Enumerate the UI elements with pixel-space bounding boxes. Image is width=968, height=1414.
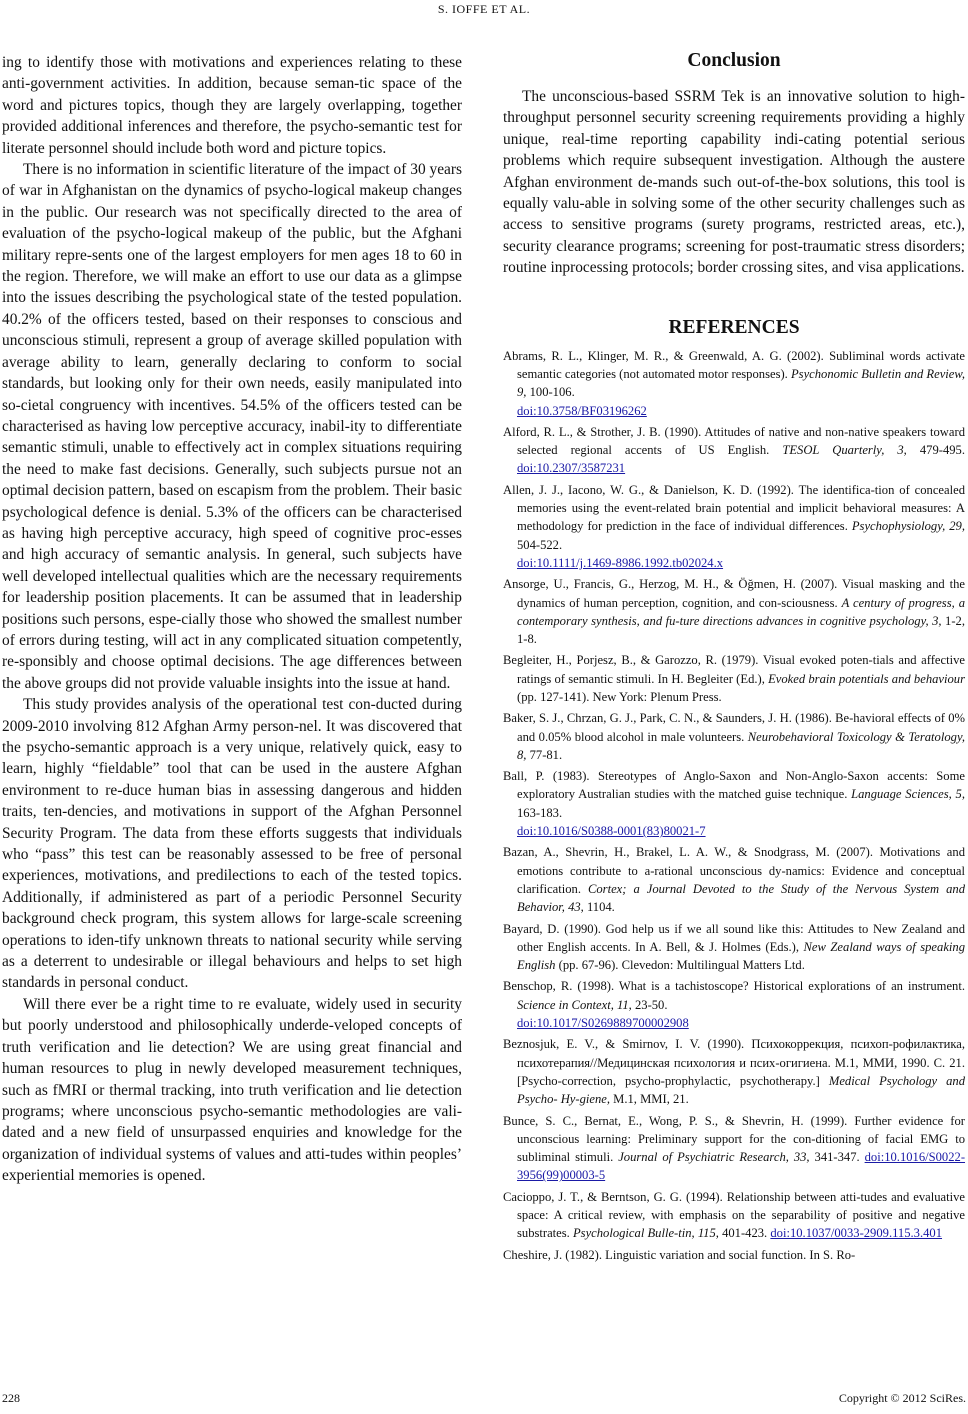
body-paragraph: ing to identify those with motivations and experiences relating to these anti-government activities. In addition, because seman-tic space of the word and pictures topics, though they are largely overlapping, together provided additional inferences and therefore, the psycho-semantic test for literate personnel should include both word and picture topics. [2,54,462,157]
doi-link[interactable]: doi:10.3758/BF03196262 [517,403,647,418]
doi-link[interactable]: doi:10.1016/S0022-3956(99)00003-5 [517,1150,966,1183]
copyright-notice: Copyright © 2012 SciRes. [838,1391,966,1405]
doi-link[interactable]: doi:10.1037/0033-2909.115.3.401 [770,1226,943,1241]
right-column [503,50,965,1267]
reference-item: Bunce, S. C., Bernat, E., Wong, P. S., & Shevrin, H. (1999). Further evidence for unconscious learning: Preliminary support for the con-ditioning of facial EMG to subliminal stimuli. Journal of Psychiatric Research, 33, 341-347. doi:10.1016/S0022-3956(99)00003-5 [503,1113,966,1183]
reference-item: Ansorge, U., Francis, G., Herzog, M. H., & Öğmen, H. (2007). Visual masking and the dynamics of human perception, cognition, and con-sciousness. A century of progress, a contemporary synthesis, and fu-ture directions advances in cognitive psychology, 3, 1-2, 1-8. [503,577,965,647]
page-number: 228 [2,1391,20,1405]
doi-link[interactable]: doi:10.1016/S0388-0001(83)80021-7 [517,824,706,839]
doi-link[interactable]: doi:10.1111/j.1469-8986.1992.tb02024.x [517,555,724,570]
doi-link[interactable]: doi:10.2307/3587231 [517,461,626,476]
reference-item: Cheshire, J. (1982). Linguistic variation and social function. In S. Ro- [503,1247,856,1262]
reference-item: Begleiter, H., Porjesz, B., & Garozzo, R. (1979). Visual evoked poten-tials and affective ratings of semantic stimuli. In H. Begleiter (Ed.), Evoked brain potentials and behaviour (pp. 127-141). New York: Plenum Press. [503,653,965,704]
doi-link[interactable]: doi:10.1017/S0269889700002908 [517,1016,689,1031]
body-paragraph: This study provides analysis of the operational test con-ducted during 2009-2010 involving 812 Afghan Army person-nel. It was discovered that the psycho-semantic approach is a very unique, relatively quick, easy to learn, highly “fieldable” tool that can be used in the austere Afghan environment to re-duce human bias in assessing dangerous and hidden traits, ten-dencies, and motivations in support of the Afghan Personnel Security Program. The data from these efforts suggests that individuals who “pass” this test can be reasonably assessed to be free of personal experiences, motivations, and predilections to each of the tested topics. Additionally, if administered as part of a periodic Personnel Security background check program, this system allows for large-scale screening operations to iden-tify unknown threats to national security while serving as a deterrent to undesirable or illegal behaviours and helps to set high standards in personal conduct. [2,696,462,992]
references-heading: REFERENCES [668,316,800,338]
body-paragraph: Will there ever be a right time to re evaluate, widely used in security but poorly understood and philosophically underde-veloped concepts of truth verification and lie detection? We are using great financial and human resources to plug in newly developed measurement techniques, such as fMRI or thermal tracking, into truth verification and lie detection programs; where unconscious psycho-semantic methodologies are vali-dated and a new field of unsurpassed enquiries and knowledge for the organization of individual systems of values and atti-tudes within peoples’ experiential memories is opened. [2,995,462,1185]
reference-item: Benschop, R. (1998). What is a tachistoscope? Historical explorations of an instrument. Science in Context, 11, 23-50. doi:10.1017/S0269889700002908 [503,979,965,1031]
reference-list [503,347,965,1264]
conclusion-heading: Conclusion [687,50,781,71]
reference-item: Ball, P. (1983). Stereotypes of Anglo-Saxon and Non-Anglo-Saxon accents: Some exploratory Australian studies with the matched guise technique. Language Sciences, 5, 163-183. doi:10.1016/S0388-0001(83)80021-7 [503,769,965,839]
reference-item: Bayard, D. (1990). God help us if we all sound like this: Attitudes to New Zealand and other English accents. In A. Bell, & J. Holmes (Eds.), New Zealand ways of speaking English (pp. 67-96). Clevedon: Multilingual Matters Ltd. [503,921,966,973]
body-paragraph: There is no information in scientific literature of the impact of 30 years of war in Afghanistan on the dynamics of psycho-logical makeup changes in the public. Our research was not specifically directed to the area of evaluation of the psycho-logical makeup of the public, but the Afghani military repre-sents one of the largest employers for men ages 18 to 60 in the region. Therefore, we will make an effort to use our data as a glimpse into the issues describing the psychological state of the tested population. 40.2% of the officers tested, based on their responses to conscious and unconscious stimuli, represent a group of average skilled population with average ability to learn, generally declaring to conform to social standards, but looking only for their own needs, easily manipulated into so-cietal congruency with incentives. 54.5% of the officers tested can be characterised as having low perceptive accuracy, inabil-ity to differentiate semantic stimuli, unable to effectively act in complex situations requiring the need to make fast decisions. Generally, such subjects pursue not an optimal decision pattern, based on escapism from the problem. Their basic psychological defence is denial. 5.3% of the officers can be characterised as having high perceptive accuracy, high speed of cognitive proc-esses and high accuracy of semantic analysis. In general, such subjects have well developed intellectual qualities which are the necessary requirements for leadership position placements. It can be assumed that in leadership positions such persons, espe-cially those who showed the smallest number of errors during testing, will act in any complicated situation competently, re-sponsibly and choose optimal decisions. The age differences between the above groups did not provide valuable insights into the issue at hand. [2,161,462,692]
left-column [2,52,462,1187]
running-head: S. IOFFE ET AL. [437,2,531,16]
reference-item: Beznosjuk, E. V., & Smirnov, I. V. (1990). Психокоррекция, психоп-рофилактика, психотерапия//Медицинская психология и псих-огигиена. М.1, ММИ, 1990. С. 21. [Psycho-correction, psycho-prophylactic, psychotherapy.] Medical Psychology and Psycho- Hy-giene, M.1, MMI, 21. [503,1037,966,1107]
reference-item: Baker, S. J., Chrzan, G. J., Park, C. N., & Saunders, J. H. (1986). Be-havioral effects of 0% and 0.05% blood alcohol in male volunteers. Neurobehavioral Toxicology & Teratology, 8, 77-81. [503,711,965,762]
reference-item: Cacioppo, J. T., & Berntson, G. G. (1994). Relationship between atti-tudes and evaluative space: A critical review, with emphasis on the separability of positive and negative substrates. Psychological Bulle-tin, 115, 401-423. doi:10.1037/0033-2909.115.3.401 [503,1189,965,1241]
reference-item: Bazan, A., Shevrin, H., Brakel, L. A. W., & Snodgrass, M. (2007). Motivations and emotions contribute to a-rational unconscious dy-namics: Evidence and conceptual clarification. Cortex; a Journal Devoted to the Study of the Nervous System and Behavior, 43, 1104. [503,845,965,915]
reference-item: Allen, J. J., Iacono, W. G., & Danielson, K. D. (1992). The identifica-tion of concealed memories using the event-related brain potential and implicit behavioral measures: A methodology for prediction in the face of individual differences. Psychophysiology, 29, 504-522. doi:10.1111/j.1469-8986.1992.tb02024.x [503,482,965,570]
conclusion-paragraph: The unconscious-based SSRM Tek is an innovative solution to high-throughput personnel security screening requirements providing a highly unique, real-time reporting capability indi-cating potential serious problems which require subsequent investigation. Although the austere Afghan environment de-mands such out-of-the-box solutions, this tool is equally valu-able in solving some of the other security challenges such as access to sensitive programs (surety programs, restricted areas, etc.), security clearance programs; screening for post-traumatic stress disorders; routine inprocessing protocols; border crossing sites, and visa applications. [503,88,965,277]
reference-item: Abrams, R. L., Klinger, M. R., & Greenwald, A. G. (2002). Subliminal words activate semantic categories (not automated motor responses). Psychonomic Bulletin and Review, 9, 100-106. doi:10.3758/BF03196262 [503,348,965,418]
reference-item: Alford, R. L., & Strother, J. B. (1990). Attitudes of native and non-native speakers toward selected regional accents of US English. TESOL Quarterly, 3, 479-495. doi:10.2307/3587231 [503,424,966,476]
